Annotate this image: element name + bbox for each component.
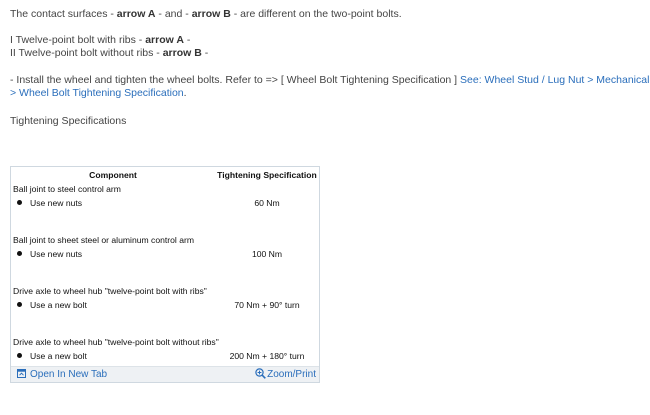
spec-value: 60 Nm <box>254 198 280 208</box>
install-text: - Install the wheel and tighten the wheel bolts. Refer to => [ Wheel Bolt Tightening Specification ] <box>10 74 461 86</box>
tightening-spec-table-frame <box>10 166 320 383</box>
table-row <box>11 247 319 261</box>
section-title: Tightening Specifications <box>10 115 127 127</box>
open-in-new-tab-link[interactable] <box>17 367 107 382</box>
bullet-icon <box>17 200 22 205</box>
zoom-print-label: Zoom/Print <box>267 369 316 380</box>
arrow-a-label: arrow A <box>116 8 156 20</box>
table-row <box>11 196 319 210</box>
spec-value: 200 Nm + 180° turn <box>229 351 305 361</box>
header-component: Component <box>89 169 137 180</box>
table-footer <box>11 366 319 382</box>
install-text-end: . <box>183 87 187 99</box>
spec-value: 100 Nm <box>251 249 283 259</box>
line2-prefix: II Twelve-point bolt without ribs - <box>10 47 163 59</box>
tightening-spec-table <box>11 167 319 363</box>
bullet-item <box>11 349 215 363</box>
item-text: Use a new bolt <box>30 300 87 310</box>
magnifier-plus-icon <box>255 368 266 379</box>
contact-suffix: - are different on the two-point bolts. <box>230 8 402 20</box>
component-name: Drive axle to wheel hub "twelve-point bolt without ribs" <box>13 337 219 347</box>
item-text: Use a new bolt <box>30 351 87 361</box>
line2-suffix: - <box>201 47 209 59</box>
contact-mid: - and - <box>155 8 192 20</box>
bullet-item <box>11 298 215 312</box>
table-row <box>11 284 319 298</box>
bullet-item <box>11 196 215 210</box>
item-text: Use new nuts <box>30 198 83 208</box>
table-row <box>11 335 319 349</box>
header-tightening-spec: Tightening Specification <box>217 169 317 180</box>
line1-arrow: arrow A <box>145 34 184 46</box>
component-name: Drive axle to wheel hub "twelve-point bolt with ribs" <box>13 286 207 296</box>
line1-suffix: - <box>183 34 191 46</box>
bullet-item <box>11 247 215 261</box>
component-name: Ball joint to steel control arm <box>13 184 121 194</box>
contact-surfaces-note <box>10 8 402 21</box>
bolt-type-line-1 <box>10 34 190 47</box>
component-name: Ball joint to sheet steel or aluminum control arm <box>13 235 195 245</box>
line2-arrow: arrow B <box>162 47 202 59</box>
item-text: Use new nuts <box>30 249 83 259</box>
bullet-icon <box>17 251 22 256</box>
bolt-type-line-2 <box>10 47 208 60</box>
table-row <box>11 298 319 312</box>
arrow-b-label: arrow B <box>191 8 231 20</box>
contact-prefix: The contact surfaces - <box>10 8 117 20</box>
bullet-icon <box>17 353 22 358</box>
table-row <box>11 182 319 196</box>
open-in-new-tab-icon <box>17 369 26 378</box>
zoom-print-link[interactable] <box>255 367 316 382</box>
spec-value: 70 Nm + 90° turn <box>234 300 300 310</box>
install-instruction <box>10 74 650 100</box>
table-row <box>11 233 319 247</box>
wheel-bolt-spec-link[interactable]: See: Wheel Stud / Lug Nut > Mechanical > Wheel Bolt Tightening Specification <box>10 74 650 99</box>
table-row-spacer <box>11 312 319 335</box>
table-scroll-area[interactable] <box>11 167 319 366</box>
bullet-icon <box>17 302 22 307</box>
table-row <box>11 349 319 363</box>
line1-prefix: I Twelve-point bolt with ribs - <box>10 34 146 46</box>
open-in-new-tab-label: Open In New Tab <box>30 369 108 380</box>
table-row-spacer <box>11 261 319 284</box>
table-row-spacer <box>11 210 319 233</box>
